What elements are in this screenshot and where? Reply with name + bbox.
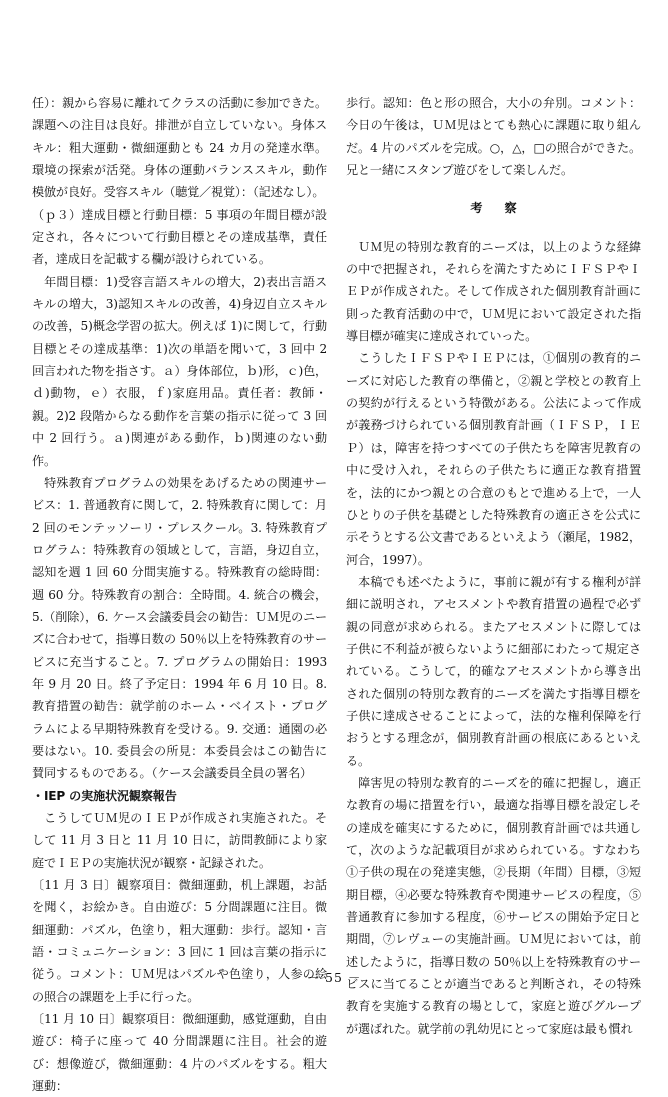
paragraph: 任）：親から容易に離れてクラスの活動に参加できた。課題への注目は良好。排泄が自立していない。身体スキル：粗大運動・微細運動とも 24 カ月の発達水準。環境の探索が活発。身体の運動バランススキル，動作模倣が良好。受容スキル（聴覚／視覚）：（記述なし）。 bbox=[32, 96, 327, 200]
paragraph: 特殊教育プログラムの効果をあげるための関連サービス：1. 普通教育に関して，2. 特殊教育に関して：月 2 回のモンテッソーリ・プレスクール。3. 特殊教育プログラム：特殊教育の領域として，言語，身辺自立，認知を週 1 回 60 分間実施する。特殊教育の総時間：週 60 分。特殊教育の割合：全時間。4. 統合の機会，5.（削除），6. ケース会議委員会の勧告：ＵＭ児のニーズに合わせて，指導日数の 50％以上を特殊教育のサービスに充当すること。7. プログラムの開始日：1993 年 9 月 20 日。終了予定日：1994 年 6 月 10 日。8. 教育措置の勧告：就学前のホーム・ベイスト・プログラムによる早期特殊教育を受ける。9. 交通：通園の必要はない。10. 委員会の所見：本委員会はこの勧告に賛同するものである。（ケース会議委員全員の署名） bbox=[32, 475, 327, 781]
paragraph: 歩行。認知：色と形の照合，大小の弁別。コメント：今日の午後は，ＵＭ児はとても熱心に課題に取り組んだ。4 片のパズルを完成。○，△，□の照合ができた。兄と一緒にスタンプ遊びをして楽しんだ。 bbox=[346, 96, 641, 178]
paragraph: 障害児の特別な教育的ニーズを的確に把握し，適正な教育の場に措置を行い，最適な指導目標を設定しその達成を確実にするために，個別教育計画では共通して，次のような記載項目が求められている。すなわち①子供の現在の発達実態，②長期（年間）目標，③短期目標，④必要な特殊教育や関連サービスの程度，⑤普通教育に参加する程度，⑥サービスの開始予定日と期間，⑦レヴューの実施計画。ＵＭ児においては，前述したように，指導日数の 50％以上を特殊教育のサービスに当てることが適当であると判断され，その特殊教育を実施する教育の場として，家庭と遊びグループが選ばれた。就学前の乳幼児にとって家庭は最も慣れ bbox=[346, 775, 641, 1036]
paragraph: 年間目標：1)受容言語スキルの増大，2)表出言語スキルの増大，3)認知スキルの改善，4)身辺自立スキルの改善，5)概念学習の拡大。例えば 1)に関して，行動目標とその達成基準：1)次の単語を聞いて，3 回中 2 回言われた物を指さす。ａ）身体部位，ｂ)形，ｃ)色，ｄ)動物，ｅ）衣服，ｆ)家庭用品。責任者：教師・親。2)2 段階からなる動作を言葉の指示に従って 3 回中 2 回行う。ａ)関連がある動作，ｂ)関連のない動作。 bbox=[32, 274, 327, 468]
right-text-column bbox=[346, 92, 641, 1040]
paragraph: ＵＭ児の特別な教育的ニーズは，以上のような経緯の中で把握され，それらを満たすためにＩＦＳＰやＩＥＰが作成された。そして作成された個別教育計画に則った教育活動の中で，ＵＭ児において設定された指導目標が確実に達成されていった。 bbox=[346, 239, 641, 344]
paragraph: 〔11 月 3 日〕観察項目：微細運動，机上課題，お話を聞く，お絵かき。自由遊び：5 分間課題に注目。微細運動：パズル，色塗り，粗大運動：歩行。認知・言語・コミュニケーション：3 回に 1 回は言葉の指示に従う。コメント：ＵＭ児はパズルや色塗り，人参の絵の照合の課題を上手に行った。 bbox=[32, 878, 327, 1004]
section-heading: ・IEP の実施状況観察報告 bbox=[32, 788, 177, 803]
section-title: 考察 bbox=[470, 201, 539, 216]
paragraph: こうしてＵＭ児のＩＥＰが作成され実施された。そして 11 月 3 日と 11 月 10 日に，訪問教師により家庭でＩＥＰの実施状況が観察・記録された。 bbox=[32, 811, 327, 870]
paragraph: こうしたＩＦＳＰやＩＥＰには，①個別の教育的ニーズに対応した教育の準備と，②親と学校との教育上の契約が行えるという特徴がある。公法によって作成が義務づけられている個別教育計画（ＩＦＳＰ，ＩＥＰ）は，障害を持つすべての子供たちを障害児教育の中に受け入れ，それらの子供たちに適正な教育措置を，法的にかつ親との合意のもとで進める上で，一人ひとりの子供を基礎とした特殊教育の適正さを公式に示そうとする公文書であるといえよう（瀬尾，1982，河合，1997）。 bbox=[346, 351, 641, 567]
page-number: － 55 － bbox=[306, 970, 362, 985]
left-text-column bbox=[32, 92, 327, 1097]
paragraph: 本稿でも述べたように，事前に親が有する権利が詳細に説明され，アセスメントや教育措置の過程で必ず親の同意が求められる。またアセスメントに際しては子供に不利益が被らないように細部にわたって規定されている。こうして，的確なアセスメントから導き出された個別の特別な教育的ニーズを満たす指導目標を子供に達成させることによって，法的な権利保障を行おうとする理念が，個別教育計画の根底にあるといえる。 bbox=[346, 574, 641, 768]
paragraph: 〔11 月 10 日〕観察項目：微細運動，感覚運動，自由遊び：椅子に座って 40 分間課題に注目。社会的遊び：想像遊び，微細運動：4 片のパズルをする。粗大運動： bbox=[32, 1012, 327, 1094]
paragraph: （ｐ３）達成目標と行動目標：5 事項の年間目標が設定され，各々について行動目標とその達成基準，責任者，達成日を記載する欄が設けられている。 bbox=[32, 207, 327, 267]
